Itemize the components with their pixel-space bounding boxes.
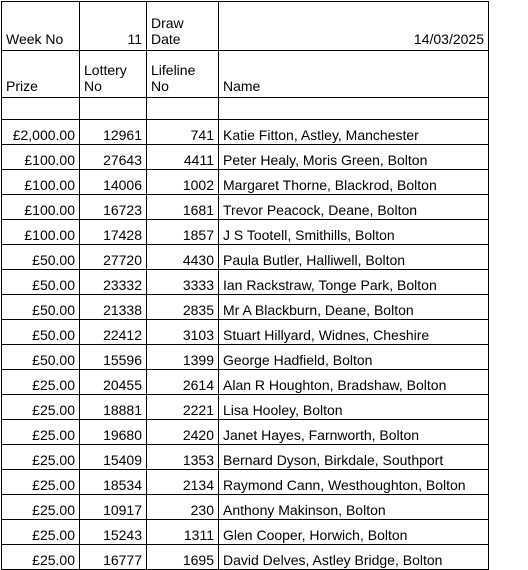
lifeline-number-cell: 1353 (147, 445, 219, 470)
lifeline-number-cell: 2221 (147, 395, 219, 420)
winner-name-cell: Bernard Dyson, Birkdale, Southport (219, 445, 489, 470)
draw-date-label-line1: Draw (151, 15, 184, 31)
lifeline-number-cell: 230 (147, 495, 219, 520)
name-column-header: Name (219, 51, 489, 98)
winner-name-cell: David Delves, Astley Bridge, Bolton (219, 545, 489, 570)
table-row (2, 245, 489, 270)
draw-date-label-line2: Date (151, 31, 181, 47)
winner-name-cell: Trevor Peacock, Deane, Bolton (219, 195, 489, 220)
prize-cell: £50.00 (2, 320, 80, 345)
table-row (2, 320, 489, 345)
prize-cell: £100.00 (2, 145, 80, 170)
lottery-number-cell: 21338 (80, 295, 147, 320)
winner-name-cell: Raymond Cann, Westhoughton, Bolton (219, 470, 489, 495)
prize-cell: £25.00 (2, 495, 80, 520)
lottery-number-cell: 15243 (80, 520, 147, 545)
table-row (2, 170, 489, 195)
lottery-number-cell: 15596 (80, 345, 147, 370)
header-row-columns (2, 51, 489, 98)
table-row (2, 445, 489, 470)
table-row (2, 120, 489, 145)
winner-name-cell: Glen Cooper, Horwich, Bolton (219, 520, 489, 545)
lottery-number-cell: 19680 (80, 420, 147, 445)
lifeline-header-line1: Lifeline (151, 62, 196, 78)
winner-name-cell: Margaret Thorne, Blackrod, Bolton (219, 170, 489, 195)
table-row (2, 495, 489, 520)
prize-cell: £25.00 (2, 395, 80, 420)
lifeline-number-cell: 2134 (147, 470, 219, 495)
winner-name-cell: Stuart Hillyard, Widnes, Cheshire (219, 320, 489, 345)
table-row (2, 395, 489, 420)
week-value: 11 (80, 2, 147, 51)
lottery-number-cell: 22412 (80, 320, 147, 345)
prize-cell: £25.00 (2, 420, 80, 445)
prize-cell: £25.00 (2, 545, 80, 570)
winner-name-cell: Paula Butler, Halliwell, Bolton (219, 245, 489, 270)
table-row (2, 420, 489, 445)
lottery-number-cell: 18534 (80, 470, 147, 495)
lottery-number-cell: 23332 (80, 270, 147, 295)
lottery-number-cell: 17428 (80, 220, 147, 245)
lottery-number-cell: 10917 (80, 495, 147, 520)
lifeline-number-cell: 1002 (147, 170, 219, 195)
prize-cell: £25.00 (2, 370, 80, 395)
table-row (2, 270, 489, 295)
lifeline-number-cell: 3333 (147, 270, 219, 295)
prize-column-header: Prize (2, 51, 80, 98)
lifeline-number-cell: 4430 (147, 245, 219, 270)
winner-name-cell: Peter Healy, Moris Green, Bolton (219, 145, 489, 170)
lifeline-number-cell: 1857 (147, 220, 219, 245)
blank-cell (219, 98, 489, 120)
winner-name-cell: Mr A Blackburn, Deane, Bolton (219, 295, 489, 320)
results-table-body (2, 2, 489, 570)
table-row (2, 220, 489, 245)
lifeline-number-cell: 1681 (147, 195, 219, 220)
lifeline-number-cell: 2614 (147, 370, 219, 395)
blank-row (2, 98, 489, 120)
winner-name-cell: Janet Hayes, Farnworth, Bolton (219, 420, 489, 445)
lottery-header-line1: Lottery (84, 62, 127, 78)
winner-name-cell: Katie Fitton, Astley, Manchester (219, 120, 489, 145)
lifeline-number-cell: 4411 (147, 145, 219, 170)
prize-cell: £2,000.00 (2, 120, 80, 145)
lottery-number-cell: 14006 (80, 170, 147, 195)
lottery-number-cell: 12961 (80, 120, 147, 145)
table-row (2, 345, 489, 370)
lifeline-number-cell: 3103 (147, 320, 219, 345)
lifeline-column-header (147, 51, 219, 98)
prize-cell: £50.00 (2, 295, 80, 320)
prize-cell: £100.00 (2, 195, 80, 220)
lifeline-number-cell: 2835 (147, 295, 219, 320)
lifeline-number-cell: 1311 (147, 520, 219, 545)
lottery-number-cell: 18881 (80, 395, 147, 420)
header-row-week (2, 2, 489, 51)
winner-name-cell: J S Tootell, Smithills, Bolton (219, 220, 489, 245)
week-label: Week No (2, 2, 80, 51)
lottery-header-line2: No (84, 78, 102, 94)
lottery-number-cell: 16723 (80, 195, 147, 220)
draw-date-label (147, 2, 219, 51)
prize-cell: £25.00 (2, 445, 80, 470)
table-row (2, 195, 489, 220)
blank-cell (2, 98, 80, 120)
lifeline-header-line2: No (151, 78, 169, 94)
winner-name-cell: Alan R Houghton, Bradshaw, Bolton (219, 370, 489, 395)
prize-cell: £100.00 (2, 170, 80, 195)
prize-cell: £50.00 (2, 345, 80, 370)
table-row (2, 145, 489, 170)
lottery-number-cell: 16777 (80, 545, 147, 570)
blank-cell (80, 98, 147, 120)
lottery-number-cell: 20455 (80, 370, 147, 395)
table-row (2, 295, 489, 320)
prize-cell: £25.00 (2, 470, 80, 495)
prize-cell: £50.00 (2, 270, 80, 295)
lifeline-number-cell: 2420 (147, 420, 219, 445)
lottery-column-header (80, 51, 147, 98)
draw-date-value: 14/03/2025 (219, 2, 489, 51)
winner-name-cell: Lisa Hooley, Bolton (219, 395, 489, 420)
prize-cell: £50.00 (2, 245, 80, 270)
prize-cell: £100.00 (2, 220, 80, 245)
blank-cell (147, 98, 219, 120)
lifeline-number-cell: 741 (147, 120, 219, 145)
winner-name-cell: Anthony Makinson, Bolton (219, 495, 489, 520)
winner-name-cell: George Hadfield, Bolton (219, 345, 489, 370)
table-row (2, 370, 489, 395)
results-table (1, 1, 489, 570)
table-row (2, 470, 489, 495)
table-row (2, 545, 489, 570)
table-row (2, 520, 489, 545)
lifeline-number-cell: 1399 (147, 345, 219, 370)
prize-cell: £25.00 (2, 520, 80, 545)
lifeline-number-cell: 1695 (147, 545, 219, 570)
lottery-number-cell: 27720 (80, 245, 147, 270)
lottery-number-cell: 15409 (80, 445, 147, 470)
winner-name-cell: Ian Rackstraw, Tonge Park, Bolton (219, 270, 489, 295)
lottery-number-cell: 27643 (80, 145, 147, 170)
